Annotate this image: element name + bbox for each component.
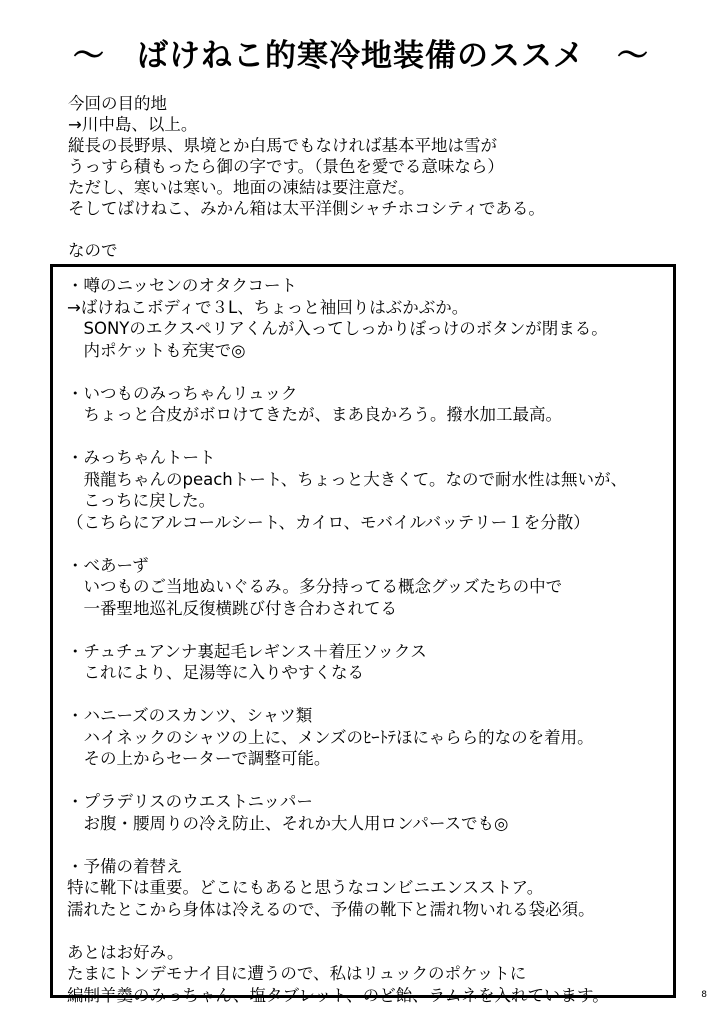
list-item [67, 791, 667, 834]
item-line: お腹・腰周りの冷え防止、それか大人用ロンパースでも◎ [67, 813, 509, 833]
list-item [67, 641, 667, 684]
spacer [68, 219, 708, 240]
equipment-list [67, 275, 667, 1006]
list-item [67, 705, 667, 770]
list-item [67, 275, 667, 361]
item-heading: ・べあーず [67, 555, 149, 575]
item-line: ハイネックのシャツの上に、メンズのﾋｰﾄﾃほにゃらら的なのを着用。 [67, 727, 594, 747]
item-heading: ・ハニーズのスカンツ、シャツ類 [67, 706, 313, 725]
item-line: 一番聖地巡礼反復横跳び付き合わされてる [67, 598, 397, 618]
item-heading: ・プラデリスのウエストニッパー [67, 792, 313, 811]
item-heading: ・いつものみっちゃんリュック [67, 383, 298, 403]
intro-line: そしてばけねこ、みかん箱は太平洋側シャチホコシティである。 [68, 199, 545, 218]
intro-line: ただし、寒いは寒い。地面の凍結は要注意だ。 [68, 178, 415, 197]
intro-line: →川中島、以上。 [68, 115, 198, 134]
list-item [67, 856, 667, 921]
item-heading: あとはお好み。 [67, 942, 184, 962]
intro-conclusion: なので [68, 241, 118, 260]
item-line: ちょっと合皮がボロけてきたが、まあ良かろう。撥水加工最高。 [67, 405, 562, 424]
list-item [67, 555, 667, 620]
item-heading: ・噂のニッセンのオタクコート [67, 276, 298, 295]
item-line: その上からセーターで調整可能。 [67, 749, 331, 768]
intro-line: 今回の目的地 [68, 94, 167, 113]
item-heading: ・みっちゃんトート [67, 448, 216, 467]
intro-section [68, 93, 708, 261]
item-line: 濡れたとこから身体は冷えるので、予備の靴下と濡れ物いれる袋必須。 [67, 899, 595, 919]
item-line: SONYのエクスペリアくんが入ってしっかりぼっけのボタンが閉まる。 [67, 319, 608, 338]
item-line: 特に靴下は重要。どこにもあると思うなコンビニエンスストア。 [67, 878, 544, 897]
intro-line: 縦長の長野県、県境とか白馬でもなければ基本平地は雪が [68, 136, 497, 155]
page-title: ～ ばけねこ的寒冷地装備のススメ ～ [73, 38, 649, 74]
intro-line: うっすら積もったら御の字です。（景色を愛でる意味なら） [68, 157, 504, 176]
equipment-box [50, 264, 676, 1005]
item-line: →ばけねこボディで３L、ちょっと袖回りはぶかぶか。 [67, 297, 469, 317]
item-line: いつものご当地ぬいぐるみ。多分持ってる概念グッズたちの中で [67, 577, 563, 596]
list-item [67, 942, 667, 1007]
list-item [67, 383, 667, 426]
item-line: 編制羊羹のみっちゃん、塩タブレット、のど飴、ラムネを入れています。 [67, 985, 609, 1005]
item-line: たまにトンデモナイ目に遭うので、私はリュックのポケットに [67, 964, 527, 983]
item-line: 内ポケットも充実で◎ [67, 340, 246, 360]
item-line: これにより、足湯等に入りやすくなる [67, 663, 364, 682]
page-number: 8 [701, 990, 707, 1000]
item-line: 飛龍ちゃんのpeachトート、ちょっと大きくて。なので耐水性は無いが、 [67, 469, 627, 489]
item-heading: ・チュチュアンナ裏起毛レギンス＋着圧ソックス [67, 641, 427, 661]
list-item [67, 447, 667, 533]
item-heading: ・予備の着替え [67, 856, 183, 876]
item-line: （こちらにアルコールシート、カイロ、モバイルバッテリー１を分散） [67, 512, 590, 532]
item-line: こっちに戻した。 [67, 491, 216, 510]
